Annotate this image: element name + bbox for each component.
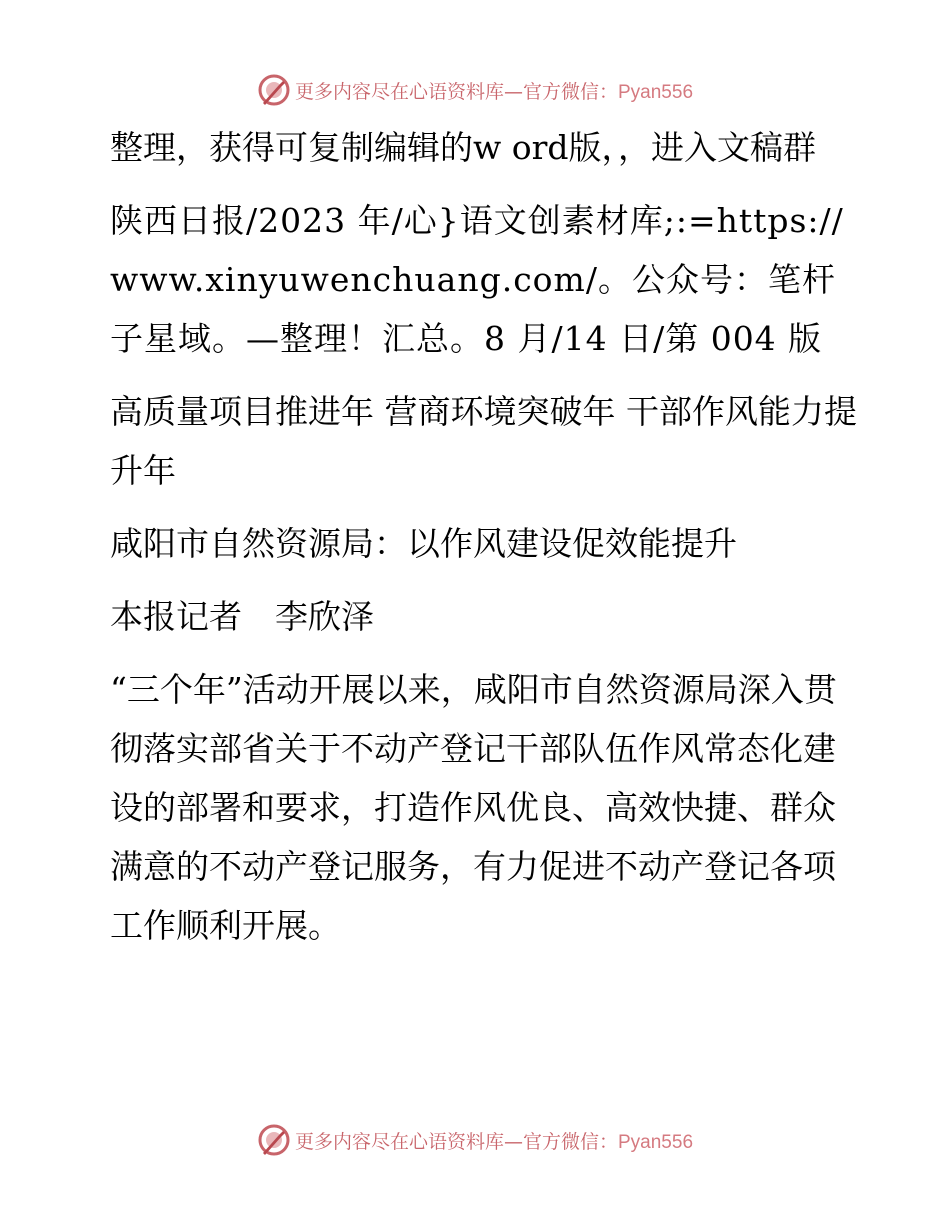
pen-logo-icon: [257, 1123, 291, 1157]
document-body: [98, 118, 858, 969]
watermark-banner-bottom: [0, 1120, 950, 1160]
pen-logo-icon: [257, 73, 291, 107]
article-body: “三个年”活动开展以来，咸阳市自然资源局深入贯彻落实部省关于不动产登记干部队伍作风常态化建设的部署和要求，打造作风优良、高效快捷、群众满意的不动产登记服务，有力促进不动产登记各项工作顺利开展。: [110, 670, 837, 945]
watermark-banner-top: [0, 70, 950, 110]
campaign-slogan: 高质量项目推进年 营商环境突破年 干部作风能力提升年: [110, 392, 857, 490]
article-headline: 咸阳市自然资源局：以作风建设促效能提升: [110, 524, 737, 563]
intro-paragraph: 整理，获得可复制编辑的w ord版，，进入文稿群: [110, 128, 817, 167]
watermark-text: 更多内容尽在心语资料库—官方微信：Pyan556: [294, 1130, 694, 1153]
byline: 本报记者 李欣泽: [110, 597, 374, 636]
source-line: 陕西日报/2023 年/心}语文创素材库;:=https://www.xinyuwenchuang.com/。公众号：笔杆子星域。—整理！汇总。8 月/14 日/第 004 版: [110, 201, 844, 358]
watermark-text: 更多内容尽在心语资料库—官方微信：Pyan556: [294, 80, 694, 103]
